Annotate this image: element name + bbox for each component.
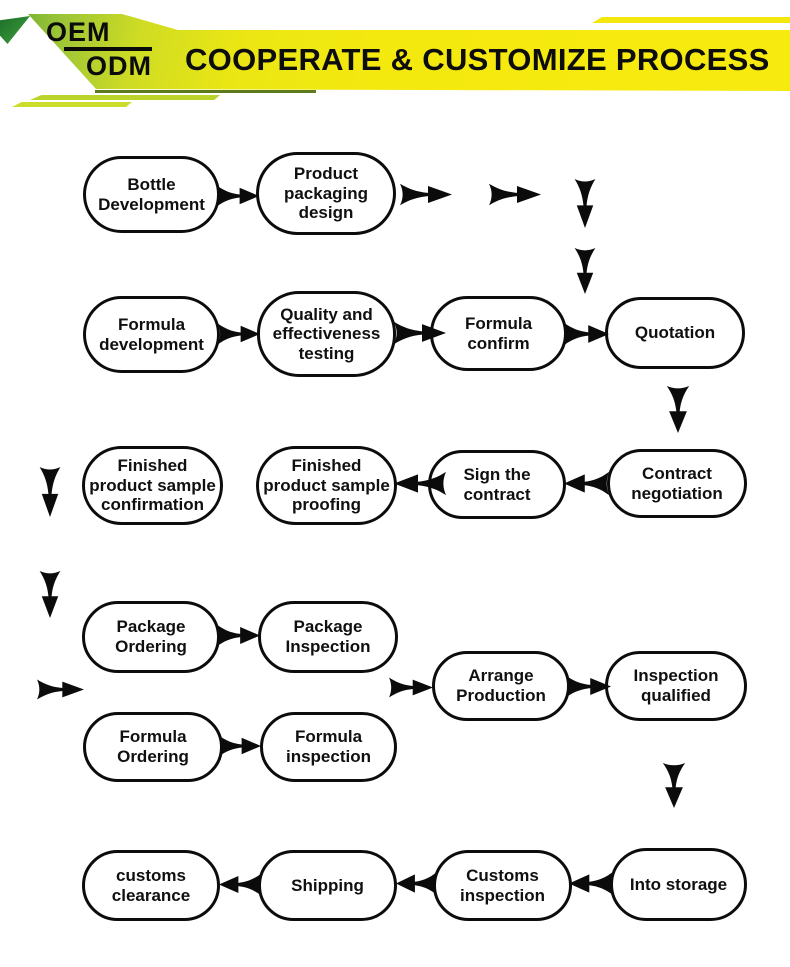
arrow-down-icon: [572, 179, 598, 228]
oem-badge-label: OEM: [46, 17, 111, 47]
flow-node-customs-inspection: [433, 850, 572, 921]
flow-node-label: Shipping: [291, 875, 364, 895]
flow-node-formula-ordering: [83, 712, 223, 782]
arrow-right-icon: [217, 183, 259, 209]
arrow-right-icon: [389, 675, 433, 700]
flow-node-label: Formula confirm: [464, 313, 533, 353]
arrow-down-icon: [660, 763, 688, 808]
flow-node-sign-the-contract: [428, 450, 566, 519]
flow-node-arrange-production: [432, 651, 570, 721]
flow-node-label: Finished product sample proofing: [263, 456, 390, 515]
flow-node-package-ordering: [82, 601, 220, 673]
arrow-down-icon: [37, 571, 63, 618]
flow-node-shipping: [258, 850, 397, 921]
header-banner: [0, 0, 790, 118]
flow-node-label: Package Inspection: [285, 617, 371, 656]
arrow-right-icon: [566, 673, 611, 700]
arrow-right-icon: [217, 622, 260, 649]
arrow-left-icon: [569, 869, 613, 898]
banner-top-accent-line: [592, 17, 790, 23]
flow-node-customs-clearance: [82, 850, 220, 921]
arrow-right-icon: [218, 321, 260, 347]
arrow-left-icon: [564, 469, 609, 498]
odm-badge-label: ODM: [86, 51, 152, 81]
page-title: COOPERATE & CUSTOMIZE PROCESS: [185, 42, 770, 77]
arrow-right-icon: [37, 677, 84, 702]
arrow-right-icon: [489, 181, 541, 208]
arrow-left-icon: [219, 871, 261, 898]
flow-node-label: Sign the contract: [463, 464, 531, 504]
arrow-down-icon: [572, 248, 598, 294]
flow-node-label: Formula inspection: [285, 727, 371, 766]
flow-node-label: Package Ordering: [115, 617, 187, 656]
arrow-right-icon: [394, 319, 446, 347]
flow-node-label: Formula development: [99, 314, 204, 354]
arrow-down-icon: [664, 386, 692, 433]
flow-node-label: customs clearance: [111, 865, 191, 905]
arrow-right-icon: [400, 181, 452, 208]
flow-node-package-inspection: [258, 601, 398, 673]
arrow-left-icon: [394, 469, 446, 498]
arrow-down-icon: [37, 467, 63, 517]
flow-node-label: Arrange Production: [456, 666, 546, 705]
banner-bottom-accent-line: [95, 90, 316, 93]
flow-node-label: Formula Ordering: [117, 727, 189, 766]
banner-echo-strip: [12, 102, 132, 107]
flow-node-label: Inspection qualified: [633, 666, 719, 705]
flow-node-label: Finished product sample confirmation: [89, 456, 216, 515]
arrow-right-icon: [219, 733, 261, 759]
flow-node-formula-inspection: [260, 712, 397, 782]
flow-node-finished-product-sample-proofing: [256, 446, 397, 525]
arrow-right-icon: [564, 320, 609, 348]
flow-node-inspection-qualified: [605, 651, 747, 721]
flow-node-label: Customs inspection: [459, 865, 545, 905]
banner-echo-strip: [30, 95, 220, 100]
flow-node-label: Quality and effectiveness testing: [272, 304, 381, 363]
flow-node-finished-product-sample-confirmation: [82, 446, 223, 525]
flow-node-into-storage: [610, 848, 747, 921]
banner-green-triangle-accent: [0, 16, 30, 44]
flow-node-label: Product packaging design: [283, 164, 369, 223]
flow-node-formula-development: [83, 296, 220, 373]
flow-node-formula-confirm: [430, 296, 567, 371]
flow-node-label: Bottle Development: [98, 174, 205, 214]
flow-node-label: Contract negotiation: [631, 463, 723, 503]
flow-node-bottle-development: [83, 156, 220, 233]
arrow-left-icon: [396, 869, 437, 898]
flow-node-product-packaging-design: [256, 152, 396, 235]
flow-node-label: Into storage: [629, 874, 728, 894]
flow-node-quotation: [605, 297, 745, 369]
flow-node-quality-effectiveness-testing: [257, 291, 396, 377]
flow-node-contract-negotiation: [607, 449, 747, 518]
flow-node-label: Quotation: [634, 323, 716, 343]
